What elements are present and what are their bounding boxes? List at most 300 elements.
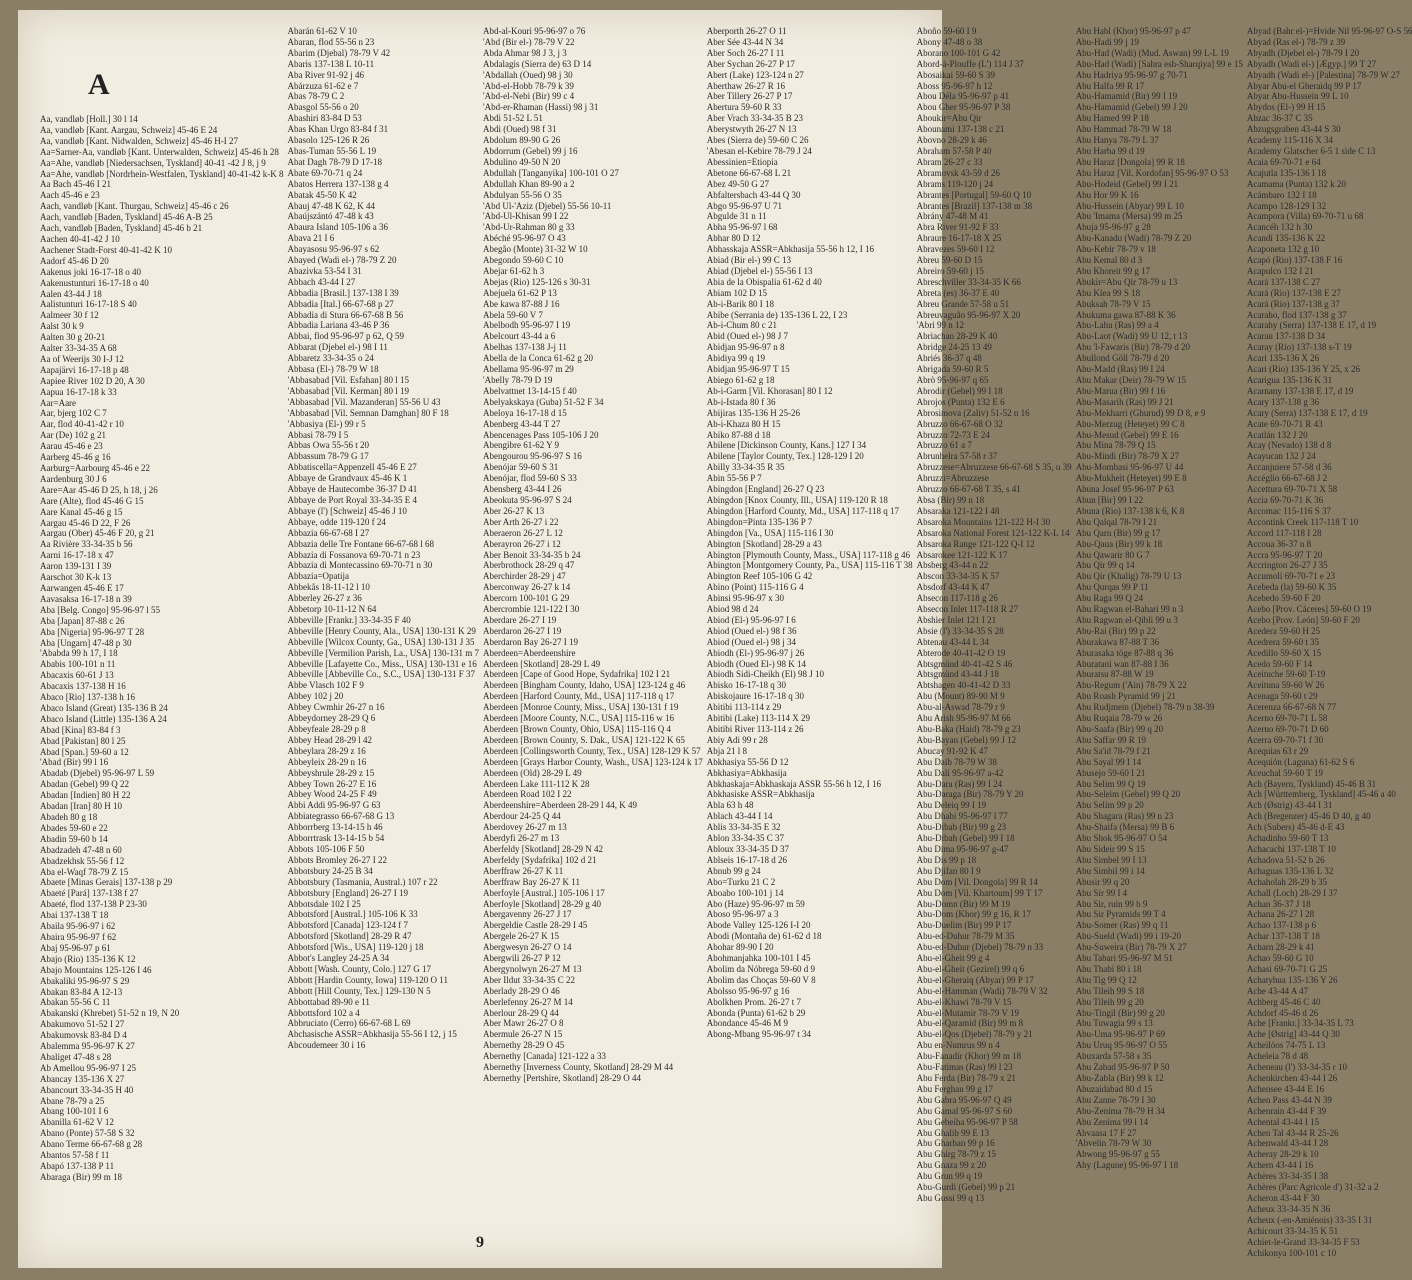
index-entry: Abhar 80 D 12 bbox=[706, 233, 761, 244]
index-entry: Aberdeen [Skotland] 28-29 L 49 bbox=[482, 658, 601, 669]
index-entry: Acarnany 137-138 E 17, d 19 bbox=[1246, 385, 1354, 396]
index-entry: Abborrtrask 13-14-15 b 54 bbox=[287, 833, 385, 844]
index-entry: Abzugsgraben 43-44 S 30 bbox=[1246, 124, 1341, 135]
index-entry: Achar 137-138 T 18 bbox=[1246, 931, 1320, 942]
index-entry: Abegondo 59-60 C 10 bbox=[482, 255, 564, 266]
index-entry: Abingdon [Harford County, Md., USA] 117-118 q 17 bbox=[706, 505, 899, 516]
index-entry: Aarberg 45-46 g 16 bbox=[40, 452, 111, 463]
index-entry: Abe kawa 87-88 J 16 bbox=[482, 298, 560, 309]
index-entry: Achen Pass 43-44 N 39 bbox=[1246, 1094, 1332, 1105]
index-entry: Abbot's Langley 24-25 A 34 bbox=[287, 953, 390, 964]
index-entry: 'Abdallah (Oued) 98 j 30 bbox=[482, 69, 573, 80]
index-entry: Abat Dagh 78-79 D 17-18 bbox=[287, 156, 382, 167]
index-entry: Abaeté, flod 137-138 P 23-30 bbox=[40, 899, 147, 910]
index-entry: Abu-Mesud (Gebel) 99 E 16 bbox=[1075, 429, 1179, 440]
index-entry: Abu-el-Qos (Djebel) 78-79 y 21 bbox=[916, 1029, 1033, 1040]
index-entry: Aberayron 26-27 i 12 bbox=[482, 538, 561, 549]
index-entry: Abejuela 61-62 P 13 bbox=[482, 287, 557, 298]
index-entry: Abessinien=Etiopia bbox=[706, 156, 778, 167]
index-entry: Abadab (Djebel) 95-96-97 L 59 bbox=[40, 768, 155, 779]
index-entry: Abrigada 59-60 R 5 bbox=[916, 364, 989, 375]
index-entry: Acheray 28-29 k 10 bbox=[1246, 1149, 1319, 1160]
index-entry: Abiod (Oued el-) 98 j 34 bbox=[706, 636, 796, 647]
index-entry: Aberchirder 28-29 j 47 bbox=[482, 571, 566, 582]
index-entry: Aber Arth 26-27 i 22 bbox=[482, 516, 559, 527]
index-entry: Aberdeen=Aberdeenshire bbox=[482, 647, 576, 658]
section-letter: A bbox=[88, 68, 110, 101]
index-entry: Abovno 28-29 k 46 bbox=[916, 135, 987, 146]
index-entry: Abu Tabari 95-96-97 M 51 bbox=[1075, 953, 1173, 964]
index-entry: Abert (Lake) 123-124 n 27 bbox=[706, 69, 804, 80]
index-entry: 'Abad (Bir) 99 l 16 bbox=[40, 757, 109, 768]
index-entry: Achicourt 33-34-35 K 51 bbox=[1246, 1225, 1339, 1236]
index-entry: Aceituna 59-60 W 26 bbox=[1246, 680, 1325, 691]
index-entry: Aare (Alte), flod 45-46 G 15 bbox=[40, 495, 144, 506]
index-entry: Abaira 95-96-97 f 62 bbox=[40, 931, 117, 942]
index-entry: Abu Gnaza 99 z 20 bbox=[916, 1160, 987, 1171]
index-entry: Abbassum 78-79 G 17 bbox=[287, 451, 369, 462]
index-entry: Aber Ildut 33-34-35 C 22 bbox=[482, 974, 575, 985]
index-entry: Abu Selim 99 Q 19 bbox=[1075, 778, 1146, 789]
index-entry: Abreschviller 33-34-35 K 66 bbox=[916, 276, 1021, 287]
index-entry: Acapulco 132 I 21 bbox=[1246, 265, 1314, 276]
index-entry: Abbazia di Fossanova 69-70-71 n 23 bbox=[287, 549, 421, 560]
index-entry: Achaholah 28-29 b 35 bbox=[1246, 876, 1328, 887]
index-entry: Abbadia [Ital.] 66-67-68 p 27 bbox=[287, 298, 394, 309]
index-entry: Abdorrum (Gebel) 99 j 16 bbox=[482, 145, 578, 156]
index-entry: Abin 55-56 P 7 bbox=[706, 473, 762, 484]
index-entry: Aberbrothock 28-29 q 47 bbox=[482, 560, 575, 571]
index-entry: Ache [Østrig] 43-44 Q 30 bbox=[1246, 1029, 1340, 1040]
index-entry: Abterode 40-41-42 O 19 bbox=[916, 647, 1006, 658]
index-entry: Abas 78-79 C 2 bbox=[287, 91, 345, 102]
index-entry: Abcoudemeer 30 i 16 bbox=[287, 1040, 366, 1051]
index-entry: Achadinho 59-60 T 13 bbox=[1246, 833, 1329, 844]
index-entry: Abondance 45-46 M 9 bbox=[706, 1018, 788, 1029]
index-entry: Abu Zabad 95-96-97 P 50 bbox=[1075, 1062, 1170, 1073]
index-entry: Acheux 33-34-35 N 36 bbox=[1246, 1203, 1331, 1214]
index-entry: Abchasische ASSR=Abkhasija 55-56 I 12, j 15 bbox=[287, 1029, 457, 1040]
index-entry: Ach (Østrig) 43-44 I 31 bbox=[1246, 800, 1333, 811]
index-entry: Aberlour 28-29 Q 44 bbox=[482, 1007, 559, 1018]
index-entry: Abu Dima 95-96-97 g-47 bbox=[916, 843, 1009, 854]
index-entry: Abscon 33-34-35 K 57 bbox=[916, 571, 1000, 582]
index-entry: Acaia 69-70-71 e 64 bbox=[1246, 156, 1321, 167]
index-entry: Abu-Merzug (Heteyet) 99 C 8 bbox=[1075, 418, 1185, 429]
index-entry: Aa of Weerijs 30 I-J 12 bbox=[40, 353, 124, 364]
index-entry: Abodi (Montaña de) 61-62 d 18 bbox=[706, 931, 822, 942]
index-entry: Abu-Madd (Ras) 99 I 24 bbox=[1075, 364, 1165, 375]
index-entry: Abode Valley 125-126 I-I 20 bbox=[706, 920, 811, 931]
index-entry: Abou Gher 95-96-97 P 38 bbox=[916, 102, 1011, 113]
index-entry: Aberdeen [Collingsworth County, Tex., USA] 128-129 K 57 bbox=[482, 745, 701, 756]
index-entry: Abrány 47-48 M 41 bbox=[916, 211, 989, 222]
index-entry: Aberlady 28-29 O 46 bbox=[482, 985, 560, 996]
index-entry: Accrington 26-27 J 35 bbox=[1246, 560, 1328, 571]
index-entry: Abu Dis 99 p 18 bbox=[916, 854, 977, 865]
index-entry: Acay (Nevado) 138 d 8 bbox=[1246, 440, 1332, 451]
index-entry: Abacaxis 137-138 H 16 bbox=[40, 681, 126, 692]
index-entry: Abingdon [Va., USA] 115-116 I 30 bbox=[706, 527, 834, 538]
index-entry: Aborano 100-101 G 42 bbox=[916, 47, 1001, 58]
index-entry: Abajo (Rio) 135-136 K 12 bbox=[40, 953, 136, 964]
index-entry: Abu Ragwan el-Qibli 99 u 3 bbox=[1075, 614, 1178, 625]
index-entry: Aberdeen [Monroe County, Miss., USA] 130-131 f 19 bbox=[482, 702, 679, 713]
index-entry: Abuksah 78-79 V 15 bbox=[1075, 298, 1151, 309]
index-entry: Abu Tuwagia 99 s 13 bbox=[1075, 1018, 1153, 1029]
index-entry: Abbasi 78-79 I 5 bbox=[287, 429, 349, 440]
index-entry: Acheilöos 74-75 L 13 bbox=[1246, 1040, 1326, 1051]
index-entry: Abu Hammad 78-79 W 18 bbox=[1075, 124, 1172, 135]
index-entry: Aa=Ahe, vandløb [Niedersachsen, Tyskland] 40-41 -42 J 8, j 9 bbox=[40, 157, 266, 168]
index-entry: Abbotsbury 24-25 B 34 bbox=[287, 865, 373, 876]
index-entry: Abu Sir Pyramids 99 T 4 bbox=[1075, 909, 1166, 920]
index-entry: Abiam 102 D 15 bbox=[706, 287, 767, 298]
index-entry: Aberffraw 26-27 K 11 bbox=[482, 865, 564, 876]
index-entry: Abu Hanya 78-79 L 37 bbox=[1075, 135, 1159, 146]
index-entry: Aarau 45-46 e 23 bbox=[40, 441, 103, 452]
index-entry: Abbasa (El-) 78-79 W 18 bbox=[287, 364, 379, 375]
index-entry: Abashiri 83-84 D 53 bbox=[287, 113, 362, 124]
index-entry: Abu-Rai (Bir) 99 p 22 bbox=[1075, 625, 1156, 636]
index-entry: Achberg 45-46 C 40 bbox=[1246, 996, 1321, 1007]
index-entry: Aapajärvi 16-17-18 p 48 bbox=[40, 364, 129, 375]
index-entry: Aber Soch 26-27 I 11 bbox=[706, 47, 785, 58]
index-entry: Abu-Somer (Ras) 99 q 11 bbox=[1075, 920, 1169, 931]
index-entry: Abzac 36-37 C 35 bbox=[1246, 113, 1313, 124]
index-entry: Aberdeen [Grays Harbor County, Wash., USA] 123-124 k 17 bbox=[482, 756, 703, 767]
index-entry: Abez 49-50 G 27 bbox=[706, 178, 769, 189]
index-entry: Aberlefenny 26-27 M 14 bbox=[482, 996, 573, 1007]
index-entry: Achikonya 100-101 c 10 bbox=[1246, 1247, 1337, 1258]
index-entry: Absaroka National Forest 121-122 K-L 14 bbox=[916, 527, 1070, 538]
index-entry: Abdullah Khan 89-90 a 2 bbox=[482, 178, 575, 189]
index-entry: Aalistunturi 16-17-18 S 40 bbox=[40, 299, 137, 310]
index-entry: Abancourt 33-34-35 H 40 bbox=[40, 1084, 134, 1095]
index-entry: Acebo [Prov. Cáceres] 59-60 O 19 bbox=[1246, 604, 1372, 615]
index-entry: Abbaye de Hautecombe 36-37 D 41 bbox=[287, 484, 418, 495]
index-entry: Abatak 45-50 K 42 bbox=[287, 189, 357, 200]
index-entry: Abeokuta 95-96-97 S 24 bbox=[482, 494, 572, 505]
index-entry: 'Abelly 78-79 D 19 bbox=[482, 375, 553, 385]
index-entry: Abaran, flod 55-56 n 23 bbox=[287, 36, 375, 47]
index-entry: Abas Khan Urgo 83-84 f 31 bbox=[287, 124, 389, 135]
index-entry: Aboño 59-60 I 9 bbox=[916, 26, 977, 36]
index-entry: Abelbodh 95-96-97 I 19 bbox=[482, 320, 571, 331]
index-entry: Abertura 59-60 R 33 bbox=[706, 102, 782, 113]
index-entry: Abarán 61-62 V 10 bbox=[287, 26, 357, 36]
index-entry: Abu-Dom (Khor) 99 g 16, R 17 bbox=[916, 909, 1031, 920]
index-entry: Abbatiscella=Appenzell 45-46 E 27 bbox=[287, 462, 417, 473]
index-entry: Abu Ragwan el-Bahari 99 n 3 bbox=[1075, 604, 1184, 615]
index-entry: Aberdeen (Old) 28-29 L 49 bbox=[482, 767, 582, 778]
index-entry: Abu Hor 99 K 16 bbox=[1075, 189, 1139, 200]
index-entry: Acará 137-138 C 27 bbox=[1246, 276, 1321, 287]
index-entry: Abolkhen Prom. 26-27 t 7 bbox=[706, 996, 801, 1007]
index-entry: Abazivka 53-54 I 31 bbox=[287, 265, 362, 276]
index-entry: Abanilla 61-62 V 12 bbox=[40, 1117, 114, 1128]
index-entry: Abbott [Hardin County, Iowa] 119-120 O 11 bbox=[287, 974, 448, 985]
index-entry: Abbadia Lariana 43-46 P 36 bbox=[287, 320, 390, 331]
index-column bbox=[1076, 26, 1243, 1224]
index-entry: Acate 69-70-71 R 43 bbox=[1246, 418, 1323, 429]
index-entry: Abu Dali 95-96-97 a-42 bbox=[916, 767, 1004, 778]
index-entry: Abu-ed-Duhur (Djebel) 78-79 n 33 bbox=[916, 942, 1044, 953]
index-entry: Abd-al-Kouri 95-96-97 o 76 bbox=[482, 26, 586, 36]
index-entry: Acedillo 59-60 X 15 bbox=[1246, 647, 1322, 658]
index-entry: Abu Harba 99 d 19 bbox=[1075, 145, 1145, 156]
index-entry: Abuja 95-96-97 g 28 bbox=[1075, 222, 1151, 233]
index-entry: Aberdeen Lake 111-112 K 28 bbox=[482, 778, 590, 789]
index-entry: Abadan [Indien] 80 H 22 bbox=[40, 790, 131, 801]
index-entry: Acedo 59-60 F 14 bbox=[1246, 658, 1313, 669]
index-entry: Abu-Mekharri (Ghurud) 99 D 8, e 9 bbox=[1075, 407, 1206, 418]
index-entry: Aach 45-46 e 23 bbox=[40, 190, 100, 201]
index-entry: Abacaxis 60-61 J 13 bbox=[40, 670, 114, 681]
index-entry: Abruzzo 66-67-68 O 32 bbox=[916, 418, 1003, 429]
index-entry: Abad [Pakistan] 80 l 25 bbox=[40, 735, 126, 746]
index-entry: Abgulde 31 n 11 bbox=[706, 211, 767, 222]
index-entry: Abencenages Pass 105-106 J 20 bbox=[482, 429, 599, 440]
index-entry: Achen Tal 43-44 R 25-26 bbox=[1246, 1127, 1339, 1138]
index-entry: Abelcourt 43-44 a 6 bbox=[482, 331, 556, 342]
index-entry: Aburatsu 87-88 W 19 bbox=[1075, 669, 1154, 680]
index-entry: Absaroka Mountains 121-122 H-I 30 bbox=[916, 516, 1051, 527]
index-entry: Abla 63 h 48 bbox=[706, 800, 754, 811]
index-entry: Abu-Kanadu (Wadi) 78-79 Z 20 bbox=[1075, 233, 1192, 244]
index-entry: Abolim da Nóbrega 59-60 d 9 bbox=[706, 963, 815, 974]
index-entry: Abitibi 113-114 z 29 bbox=[706, 702, 782, 713]
index-entry: Abu-Tingil (Bir) 99 g 20 bbox=[1075, 1007, 1165, 1018]
index-entry: Accord 117-118 I 28 bbox=[1246, 527, 1322, 538]
index-entry: Abu-Shaifa (Mersa) 99 B 6 bbox=[1075, 822, 1175, 833]
index-entry: Abeloya 16-17-18 d 15 bbox=[482, 407, 567, 418]
index-entry: Abu-Hadi 99 j 19 bbox=[1075, 36, 1139, 47]
index-column bbox=[707, 26, 913, 1224]
index-entry: Abu Gharban 99 p 16 bbox=[916, 1138, 995, 1149]
index-entry: 'Abd-el-Hobb 78-79 k 39 bbox=[482, 80, 574, 91]
index-entry: Aalter 33-34-35 A 68 bbox=[40, 343, 117, 354]
index-entry: Aar (De) 102 g 21 bbox=[40, 430, 106, 441]
index-entry: Abu Sayal 99 I 14 bbox=[1075, 756, 1142, 767]
index-entry: Abia de la Obispalia 61-62 d 40 bbox=[706, 276, 822, 287]
index-entry: Aa Bach 45-46 I 21 bbox=[40, 179, 111, 190]
index-entry: Acamama (Punta) 132 k 20 bbox=[1246, 178, 1346, 189]
index-entry: Abiad (Djebel el-) 55-56 I 13 bbox=[706, 265, 813, 276]
index-entry: Abbotsbury [England] 26-27 I 19 bbox=[287, 887, 408, 898]
index-entry: Abisko 16-17-18 q 30 bbox=[706, 680, 786, 691]
index-entry: Abiod (Oued el-) 98 f 36 bbox=[706, 625, 797, 636]
index-entry: Aberfeldy [Sydafrika] 102 d 21 bbox=[482, 854, 597, 865]
index-entry: Abades 59-60 e 22 bbox=[40, 822, 108, 833]
index-entry: Aarburg=Aarbourg 45-46 e 22 bbox=[40, 463, 150, 473]
index-entry: Acatlán 132 J 20 bbox=[1246, 429, 1308, 440]
index-entry: Abadan (Gebel) 99 Q 22 bbox=[40, 779, 129, 790]
index-entry: Abu Shagara (Ras) 99 n 23 bbox=[1075, 811, 1174, 822]
index-entry: Aberporth 26-27 O 11 bbox=[706, 26, 787, 36]
index-entry: Accia 69-70-71 K 36 bbox=[1246, 494, 1324, 505]
index-entry: Achenkirchen 43-44 I 26 bbox=[1246, 1073, 1338, 1083]
index-entry: Abbaye, odde 119-120 f 24 bbox=[287, 516, 386, 527]
index-entry: Absaroka Range 121-122 Q-I 12 bbox=[916, 538, 1035, 549]
index-entry: Abu-Mombasi 95-96-97 U 44 bbox=[1075, 462, 1184, 473]
index-entry: Abu-Domn (Bir) 99 M 19 bbox=[916, 898, 1011, 909]
index-entry: 'Abd-er-Rhaman (Hassi) 98 j 31 bbox=[482, 102, 599, 113]
index-entry: Aburasaka töge 87-88 q 36 bbox=[1075, 647, 1174, 658]
index-entry: Abensberg 43-44 I 26 bbox=[482, 484, 562, 495]
index-entry: Abu Qurqas 99 P 11 bbox=[1075, 582, 1149, 593]
index-entry: Abejar 61-62 h 3 bbox=[482, 265, 545, 276]
index-entry: Acequión (Laguna) 61-62 S 6 bbox=[1246, 756, 1355, 767]
index-entry: Abbarat (Djebel el-) 98 I 11 bbox=[287, 342, 388, 353]
index-entry: Abyadh (Wadi el-) [Palestina] 78-79 W 27 bbox=[1246, 69, 1400, 80]
index-entry: Absie (l') 33-34-35 S 28 bbox=[916, 625, 1004, 636]
index-entry: Abravezes 59-60 I 12 bbox=[916, 244, 995, 255]
index-entry: Aberdeenshire=Aberdeen 28-29 l 44, K 49 bbox=[482, 800, 638, 811]
index-entry: Abakumovsk 83-84 D 4 bbox=[40, 1030, 127, 1041]
index-entry: Abdulino 49-50 N 20 bbox=[482, 156, 561, 167]
index-entry: Abu Klea 99 S 18 bbox=[1075, 287, 1141, 298]
index-entry: Abbach 43-44 I 27 bbox=[287, 276, 356, 287]
index-entry: Abu Uruq 95-96-97 O 55 bbox=[1075, 1040, 1168, 1051]
index-entry: Abosaikai 59-60 S 39 bbox=[916, 69, 995, 80]
index-entry: Ablon 33-34-35 C 37 bbox=[706, 833, 784, 844]
index-entry: Academy 115-116 X 34 bbox=[1246, 135, 1333, 146]
index-entry: Abid (Oued el-) 98 J 7 bbox=[706, 331, 788, 342]
index-entry: Aach, vandløb [Kant. Thurgau, Schweiz] 45-46 c 26 bbox=[40, 201, 229, 212]
index-entry: Abony 47-48 o 38 bbox=[916, 36, 983, 47]
index-entry: Abu Rudjmein (Djebel) 78-79 n 38-39 bbox=[1075, 702, 1215, 713]
index-entry: Ab-i-Chum 80 c 21 bbox=[706, 320, 777, 331]
index-entry: Abidiya 99 q 19 bbox=[706, 353, 765, 364]
index-entry: Abu (Mount) 89-90 M 9 bbox=[916, 691, 1005, 702]
index-entry: Abbey Wood 24-25 F 49 bbox=[287, 789, 377, 800]
index-entry: Abbeville [Frankr.] 33-34-35 F 40 bbox=[287, 614, 411, 625]
index-entry: Abbruciato (Cerro) 66-67-68 L 69 bbox=[287, 1018, 411, 1029]
index-entry: Abergwili 26-27 P 12 bbox=[482, 953, 561, 964]
index-entry: Aberdeen [Cape of Good Hope, Sydafrika] 102 I 21 bbox=[482, 669, 671, 680]
index-entry: Achern 43-44 I 16 bbox=[1246, 1160, 1314, 1171]
index-entry: Abegão (Monte) 31-32 W 10 bbox=[482, 244, 588, 255]
index-entry: Ach (Subers) 45-46 d-E 43 bbox=[1246, 822, 1345, 833]
index-entry: Abreiro 59-60 j 15 bbox=[916, 265, 984, 276]
index-entry: Abu 'l-Fawaris (Bir) 78-79 d 20 bbox=[1075, 342, 1191, 353]
index-entry: Abu Zanne 78-79 I 30 bbox=[1075, 1094, 1156, 1105]
index-entry: Aberdeen [Bingham County, Idaho, USA] 123-124 g 46 bbox=[482, 680, 686, 691]
index-entry: Abbey Town 26-27 E 16 bbox=[287, 778, 377, 789]
index-entry: Abu-Uma 95-96-97 P 69 bbox=[1075, 1029, 1166, 1040]
index-entry: Abbekås 18-11-12 l 10 bbox=[287, 582, 370, 593]
index-entry: 'Abri 99 n 12 bbox=[916, 320, 965, 331]
index-entry: Abaco [Rio] 137-138 h 16 bbox=[40, 692, 135, 703]
index-entry: Abreuvaguão 95-96-97 X 20 bbox=[916, 309, 1021, 320]
index-entry: Abriés 36-37 q 48 bbox=[916, 353, 982, 364]
index-entry: Abyad (Ras el-) 78-79 z 39 bbox=[1246, 36, 1346, 47]
index-entry: Aba [Nigeria] 95-96-97 T 28 bbox=[40, 626, 145, 637]
index-entry: Abbey Head 28-29 l 42 bbox=[287, 734, 372, 745]
index-entry: Abitibi River 113-114 z 26 bbox=[706, 724, 804, 734]
index-entry: Abda Ahmar 98 J 3, j 3 bbox=[482, 47, 567, 58]
page-number: 9 bbox=[476, 1234, 484, 1251]
index-entry: Achan 36-37 J 18 bbox=[1246, 898, 1311, 909]
index-entry: Abruzzo 61 a 7 bbox=[916, 440, 972, 451]
index-entry: Abu Khoreit 99 g 17 bbox=[1075, 265, 1151, 276]
index-entry: Abayed (Wadi el-) 78-79 Z 20 bbox=[287, 255, 397, 266]
index-entry: Abano Terme 66-67-68 g 28 bbox=[40, 1139, 143, 1150]
index-entry: Acedrera 59-60 t 35 bbox=[1246, 636, 1320, 647]
index-entry: Accra 95-96-97 T 20 bbox=[1246, 549, 1323, 560]
index-entry: Abu Tileih 99 S 18 bbox=[1075, 985, 1145, 996]
index-entry: Acerenza 66-67-68 N 77 bbox=[1246, 702, 1337, 713]
index-entry: 'Abbasabad [Vil. Semnan Damghan] 80 F 18 bbox=[287, 407, 449, 418]
index-entry: Abra River 91-92 F 33 bbox=[916, 222, 999, 233]
index-entry: Abu Hamed 99 P 18 bbox=[1075, 113, 1149, 124]
index-entry: Acampo 128-129 I 32 bbox=[1246, 200, 1327, 211]
index-entry: Abingdon [Knox County, Ill., USA] 119-120 R 18 bbox=[706, 494, 888, 505]
index-entry: Abbeydorney 28-29 Q 6 bbox=[287, 713, 376, 724]
index-columns bbox=[40, 26, 1412, 1258]
index-entry: Accontink Creek 117-118 T 10 bbox=[1246, 516, 1359, 527]
index-entry: Abernethy 28-29 O 45 bbox=[482, 1040, 565, 1051]
index-entry: Abdolum 89-90 G 26 bbox=[482, 135, 561, 146]
index-entry: Abrosimova (Zaliv) 51-52 n 16 bbox=[916, 407, 1030, 418]
index-entry: 'Abd Ul-'Aziz (Djebel) 55-56 10-11 bbox=[482, 200, 612, 211]
index-entry: Acámbaro 132 I 18 bbox=[1246, 189, 1317, 200]
index-entry: Aadorf 45-46 D 20 bbox=[40, 255, 109, 266]
index-entry: Abord-à-Plouffe (L') 114 J 37 bbox=[916, 58, 1024, 69]
index-entry: Acary 137-138 g 36 bbox=[1246, 396, 1320, 407]
index-entry: Abgo 95-96-97 U 71 bbox=[706, 200, 782, 211]
index-entry: Abbots Bromley 26-27 I 22 bbox=[287, 854, 387, 865]
index-entry: Abu-Seleim (Gebel) 99 Q 20 bbox=[1075, 789, 1181, 800]
index-entry: Abu-Fatimas (Ras) 99 l 23 bbox=[916, 1062, 1013, 1073]
index-entry: Abu Haraz [Vil. Kordofan] 95-96-97 O 53 bbox=[1075, 167, 1229, 178]
index-entry: Abu Dhabi 95-96-97 l 77 bbox=[916, 811, 1008, 822]
index-entry: Abkhasiya 55-56 D 12 bbox=[706, 756, 789, 767]
index-entry: Achenrain 43-44 F 39 bbox=[1246, 1105, 1327, 1116]
index-entry: Accoua 36-37 n 8 bbox=[1246, 538, 1312, 549]
index-entry: Abu-Masarih (Ras) 99 J 21 bbox=[1075, 396, 1174, 407]
index-entry: Abauj 47-48 K 62, K 44 bbox=[287, 200, 375, 211]
index-entry: Aachener Stadt-Forst 40-41-42 K 10 bbox=[40, 244, 172, 255]
index-entry: Achao 59-60 G 10 bbox=[1246, 953, 1314, 964]
index-entry: Abbeville [Henry County, Ala., USA] 130-131 K 29 bbox=[287, 625, 476, 636]
index-entry: Abu-el-Gheit 99 g 4 bbox=[916, 953, 990, 964]
index-entry: Abasolo 125-126 R 26 bbox=[287, 135, 370, 146]
index-entry: Acebeda (la) 59-60 K 35 bbox=[1246, 582, 1337, 593]
index-entry: Abano (Ponte) 57-58 S 32 bbox=[40, 1128, 135, 1139]
index-entry: Abonda (Punta) 61-62 b 29 bbox=[706, 1007, 806, 1018]
index-entry: 'Abbasabad [Vil. Mazanderan] 55-56 U 43 bbox=[287, 396, 441, 407]
index-entry: Abu Tig 99 Q 12 bbox=[1075, 974, 1137, 985]
index-entry: Abiodh (Oued El-) 98 K 14 bbox=[706, 658, 806, 669]
index-entry: 'Abesan el-Kebire 78-79 J 24 bbox=[706, 145, 812, 156]
index-entry: Aar, flod 40-41-42 r 10 bbox=[40, 419, 124, 430]
index-entry: Accomac 115-116 S 37 bbox=[1246, 505, 1331, 516]
index-entry: 'Abd-el-Nebi (Bir) 99 c 4 bbox=[482, 91, 575, 102]
index-entry: Abu Daib 78-79 W 38 bbox=[916, 756, 997, 767]
index-entry: Abu Ferda (Bir) 78-79 x 21 bbox=[916, 1073, 1016, 1083]
index-entry: Ab-i-Barik 80 I 18 bbox=[706, 298, 774, 309]
index-entry: Accettura 69-70-71 X 58 bbox=[1246, 484, 1338, 495]
index-entry: Abbaye (l') [Schweiz] 45-46 J 10 bbox=[287, 505, 407, 516]
index-entry: Abaris 137-138 L 10-11 bbox=[287, 58, 375, 69]
index-entry: Abo=Turku 21 C 2 bbox=[706, 876, 776, 887]
index-entry: Aarni 16-17-18 x 47 bbox=[40, 550, 114, 561]
index-entry: Abbeyleix 28-29 n 16 bbox=[287, 756, 367, 767]
index-entry: Abu Dom [Vil. Khartoum] 99 T 17 bbox=[916, 887, 1043, 898]
index-entry: Abu-Qaua (Bir) 99 k 18 bbox=[1075, 538, 1163, 549]
